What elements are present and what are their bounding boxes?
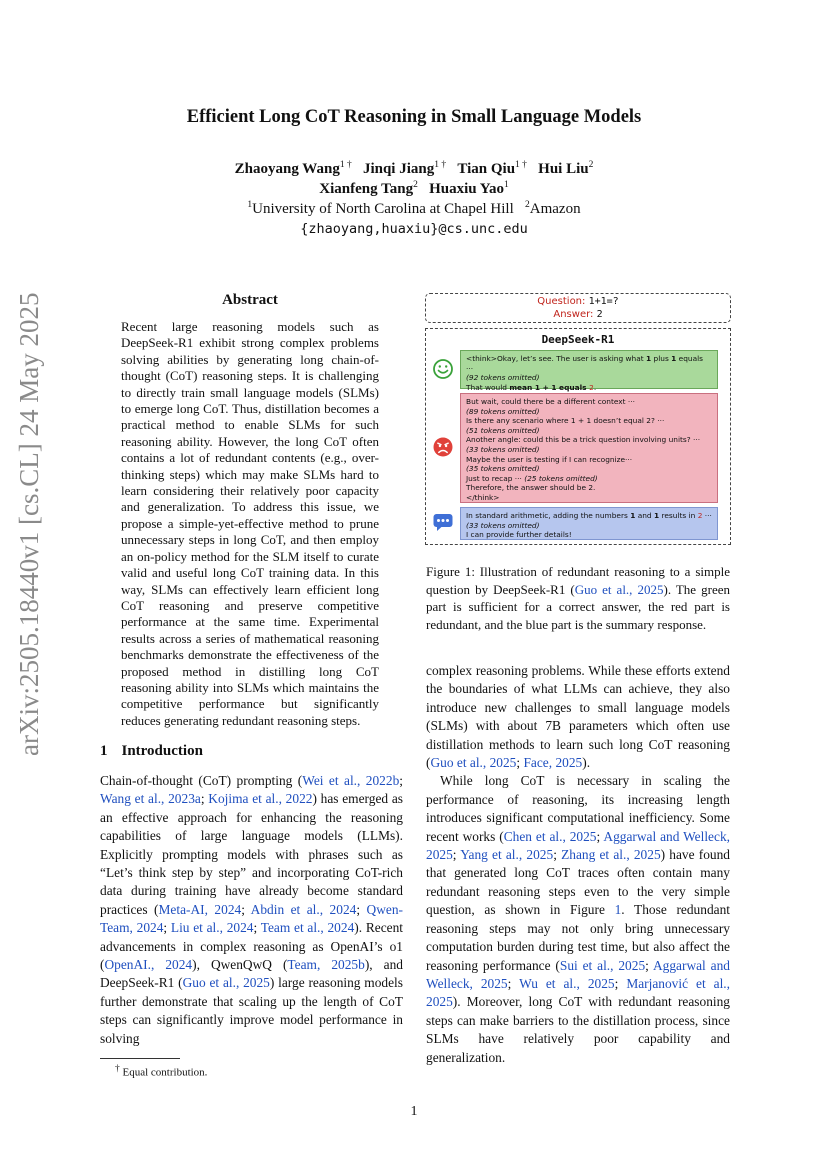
answer-label: Answer: — [553, 309, 594, 320]
contact-email: {zhaoyang,huaxiu}@cs.unc.edu — [300, 221, 528, 237]
bold-token: 1 — [671, 354, 677, 363]
section-number: 1 — [100, 743, 108, 759]
text-run: Is there any scenario where 1 + 1 doesn’t equal 2? ··· — [466, 416, 665, 426]
citation-link[interactable]: Qwen-Team, 2024 — [100, 901, 403, 936]
question-value: 1+1=? — [588, 296, 619, 307]
question-label: Question: — [537, 296, 586, 307]
citation-link[interactable]: Chen et al., 2025 — [503, 828, 597, 844]
text-run: ), and DeepSeek-R1 ( — [100, 957, 403, 991]
reasoning-line — [466, 530, 712, 540]
bold-token: 1 — [646, 354, 652, 363]
intro-paragraph-1-cont — [426, 662, 730, 772]
reasoning-line — [466, 511, 712, 521]
text-run: ). The green part is sufficient for a correct answer, the red part is redundant, and the blue part is the summary response. — [426, 581, 730, 632]
text-run: ; — [614, 975, 627, 991]
citation-link[interactable]: OpenAI., 2024 — [104, 957, 193, 973]
text-run: ; — [452, 847, 461, 863]
reasoning-line — [466, 397, 712, 407]
text-run: Another angle: could this be a trick question involving units? ··· — [466, 435, 701, 445]
text-run: results in — [659, 511, 698, 520]
text-run: ). Moreover, long CoT with redundant reasoning steps can make barriers to the distillation process, since SLMs have relatively poor capability and generalization. — [426, 994, 730, 1065]
affil-mark-2: 2 — [525, 200, 530, 210]
text-run: Figure 1: Illustration of redundant reasoning to a simple question by DeepSeek-R1 ( — [426, 564, 730, 597]
footnote — [115, 1064, 207, 1079]
author-name: Hui Liu — [538, 161, 589, 177]
author-name: Xianfeng Tang — [319, 181, 414, 197]
author-affil-mark: 1 † — [339, 160, 352, 170]
text-run: That would — [466, 382, 510, 392]
text-run: ). Recent advancements in complex reasoning as OpenAI’s o1 ( — [100, 920, 403, 973]
bold-token: 1 — [653, 511, 660, 520]
model-name: DeepSeek-R1 — [541, 333, 615, 346]
citation-link[interactable]: Wang et al., 2023a — [100, 791, 201, 807]
author-affil-mark: 1 † — [434, 160, 447, 170]
text-run: ; — [516, 755, 524, 771]
text-run: equals ··· — [466, 354, 704, 373]
citation-link[interactable]: Aggarwal and Welleck, 2025 — [426, 957, 730, 991]
text-run: and — [635, 511, 654, 520]
author-affil-mark: 1 — [503, 180, 509, 190]
text-run: <think>Okay, let’s see. The user is asking what — [466, 354, 647, 363]
citation-link[interactable]: Sui et al., 2025 — [559, 957, 646, 973]
reasoning-line — [466, 483, 712, 493]
bold-token: 1 — [630, 511, 636, 520]
citation-link[interactable]: 1 — [614, 902, 622, 918]
text-run: In standard arithmetic, adding the numbers — [466, 511, 631, 520]
text-run: ) have found that generated long CoT traces often contain many redundant reasoning steps even to the very simple question, as shown in Figure — [426, 847, 730, 918]
page-number: 1 — [410, 1104, 418, 1119]
reasoning-line — [466, 521, 712, 531]
question-box — [425, 293, 731, 323]
citation-link[interactable]: Abdin et al., 2024 — [250, 901, 357, 917]
text-run: . Those redundant reasoning steps may not only bring unnecessary computation burden during test time, but also affect the reasoning performance ( — [426, 902, 730, 973]
reasoning-line — [466, 373, 712, 383]
citation-link[interactable]: Guo et al., 2025 — [182, 975, 270, 991]
bold-token: mean 1 + 1 equals — [509, 382, 590, 392]
omitted-tokens: (25 tokens omitted) — [524, 473, 598, 483]
affiliations — [140, 200, 688, 218]
citation-link[interactable]: Wu et al., 2025 — [519, 975, 615, 991]
reasoning-line — [466, 354, 712, 373]
citation-link[interactable]: Marjanović et al., 2025 — [426, 975, 730, 1010]
citation-link[interactable]: Face, 2025 — [523, 755, 583, 771]
citation-link[interactable]: Team et al., 2024 — [260, 920, 355, 936]
footnote-rule — [100, 1058, 180, 1059]
citation-link[interactable]: Liu et al., 2024 — [170, 920, 254, 936]
omitted-tokens: (33 tokens omitted) — [466, 444, 540, 454]
answer-token: 2 — [697, 511, 703, 520]
text-run: But wait, could there be a different context ··· — [466, 397, 635, 406]
text-run: ). — [582, 755, 591, 771]
figure-caption — [426, 563, 730, 633]
reasoning-line — [466, 474, 712, 484]
citation-link[interactable]: Kojima et al., 2022 — [208, 791, 313, 807]
author-affil-mark: 1 † — [515, 160, 527, 170]
author-line-2 — [140, 180, 688, 198]
citation-link[interactable]: Team, 2025b — [287, 957, 365, 973]
reasoning-line — [466, 493, 712, 503]
author-name: Huaxiu Yao — [429, 181, 504, 197]
arxiv-identifier: arXiv:2505.18440v1 [cs.CL] 24 May 2025 — [14, 292, 44, 756]
reasoning-line — [466, 464, 712, 474]
abstract-text: Recent large reasoning models such as DeepSeek-R1 exhibit strong complex problems solving abilities by generating long chain-of-thought (CoT) reasoning steps. It is challenging to directly train small language models (SLMs) to emerge long CoT. Thus, distillation becomes a practical method to enable SLMs for such reasoning ability. However, the long CoT often contains a lot of redundant contents (e.g., over-thinking steps) which may make SLMs hard to learn considering their relatively poor capacity and generalization. To address this issue, we propose a simple-yet-effective method to prune unnecessary steps in long CoT, and then employ an on-policy method for the SLM itself to curate valid and useful long CoT training data. In this way, SLMs can effectively learn efficient long CoT reasoning and preserve competitive performance at the same time. Experimental results across a series of mathematical reasoning benchmarks demonstrate the effectiveness of the proposed method in distilling long CoT reasoning ability into SLMs which maintains the competitive performance but significantly reduces generating redundant reasoning steps. — [121, 319, 379, 728]
text-run: . — [593, 382, 597, 392]
text-run: ), QwenQwQ ( — [192, 957, 288, 973]
omitted-tokens: (51 tokens omitted) — [466, 425, 540, 435]
omitted-tokens: (92 tokens omitted) — [466, 373, 540, 383]
author-name: Zhaoyang Wang — [234, 161, 340, 177]
footnote-mark: † — [115, 1064, 120, 1074]
intro-right-column — [426, 662, 730, 1067]
text-run: ··· — [702, 511, 712, 520]
text-run: I can provide further details! — [466, 530, 572, 540]
text-run: Chain-of-thought (CoT) prompting ( — [100, 773, 303, 788]
citation-link[interactable]: Aggarwal and Welleck, 2025 — [426, 828, 730, 863]
intro-paragraph-1 — [100, 772, 403, 1048]
text-run: ; — [200, 791, 209, 807]
omitted-tokens: (35 tokens omitted) — [466, 464, 540, 474]
answer-token: 2 — [589, 382, 594, 392]
text-run: ) large reasoning models further demonstrate that scaling up the length of CoT steps can significantly improve model performance in solving — [100, 975, 403, 1046]
text-run: Just to recap ··· — [466, 473, 525, 483]
citation-link[interactable]: Wei et al., 2022b — [302, 773, 400, 788]
affil-mark-1: 1 — [247, 200, 253, 210]
author-name: Jinqi Jiang — [362, 161, 435, 177]
redundant-reasoning-panel — [460, 393, 718, 503]
citation-link[interactable]: Zhang et al., 2025 — [561, 847, 661, 863]
text-run: ; — [596, 828, 604, 844]
citation-link[interactable]: Meta-AI, 2024 — [158, 901, 242, 917]
author-line-1 — [140, 160, 688, 178]
reasoning-line — [466, 383, 712, 393]
smile-icon — [432, 358, 454, 380]
summary-response-panel — [460, 507, 718, 540]
citation-link[interactable]: Yang et al., 2025 — [460, 847, 554, 863]
reasoning-line — [466, 426, 712, 436]
text-run: ; — [553, 847, 562, 863]
text-run: ; — [253, 920, 261, 936]
text-run: ; — [163, 920, 171, 936]
chat-bubble-icon — [432, 511, 454, 533]
affil-2: Amazon — [529, 201, 581, 217]
text-run: ; — [356, 901, 367, 917]
text-run: plus — [651, 354, 672, 363]
reasoning-line — [466, 416, 712, 426]
author-name: Tian Qiu — [457, 161, 516, 177]
reasoning-line — [466, 445, 712, 455]
reasoning-line — [466, 407, 712, 417]
text-run: Maybe the user is testing if I can recognize··· — [466, 454, 633, 464]
abstract-heading: Abstract — [222, 292, 278, 308]
footnote-text: Equal contribution. — [122, 1066, 208, 1079]
frown-icon — [432, 436, 454, 458]
intro-left-column — [100, 772, 403, 1048]
citation-link[interactable]: Guo et al., 2025 — [430, 755, 517, 771]
section-title: Introduction — [121, 743, 203, 759]
author-affil-mark: 2 — [413, 180, 418, 190]
section-heading — [100, 743, 203, 760]
reasoning-line — [466, 455, 712, 465]
omitted-tokens: (89 tokens omitted) — [466, 406, 540, 416]
text-run: ; — [645, 957, 653, 973]
reasoning-line — [466, 435, 712, 445]
citation-link[interactable]: Guo et al., 2025 — [574, 581, 664, 597]
text-run: </think> — [466, 492, 500, 502]
text-run: ; — [507, 975, 520, 991]
affil-1: University of North Carolina at Chapel Hill — [252, 201, 514, 217]
sufficient-reasoning-panel — [460, 350, 718, 392]
omitted-tokens: (33 tokens omitted) — [466, 520, 540, 530]
text-run: ) has emerged as an effective approach for enhancing the reasoning capabilities of large language models (LLMs). Explicitly prompting models with phrases such as “Let’s think step by step” and incorporating CoT-rich data during training have already become standard practices ( — [100, 791, 403, 917]
answer-value: 2 — [596, 309, 603, 320]
text-run: ; — [399, 773, 403, 788]
author-affil-mark: 2 — [588, 160, 594, 170]
text-run: ; — [241, 901, 251, 917]
text-run: While long CoT is necessary in scaling the performance of reasoning, its increasing length introduces significant computational inefficiency. Some recent works ( — [426, 773, 730, 844]
paper-title: Efficient Long CoT Reasoning in Small Language Models — [186, 107, 642, 127]
intro-paragraph-2 — [426, 772, 730, 1067]
text-run: complex reasoning problems. While these efforts extend the boundaries of what LLMs can achieve, they also introduce new challenges to small language models (SLMs) with about 7B parameters which often use distillation methods to learn such long CoT reasoning ( — [426, 663, 730, 771]
text-run: Therefore, the answer should be 2. — [466, 483, 596, 493]
